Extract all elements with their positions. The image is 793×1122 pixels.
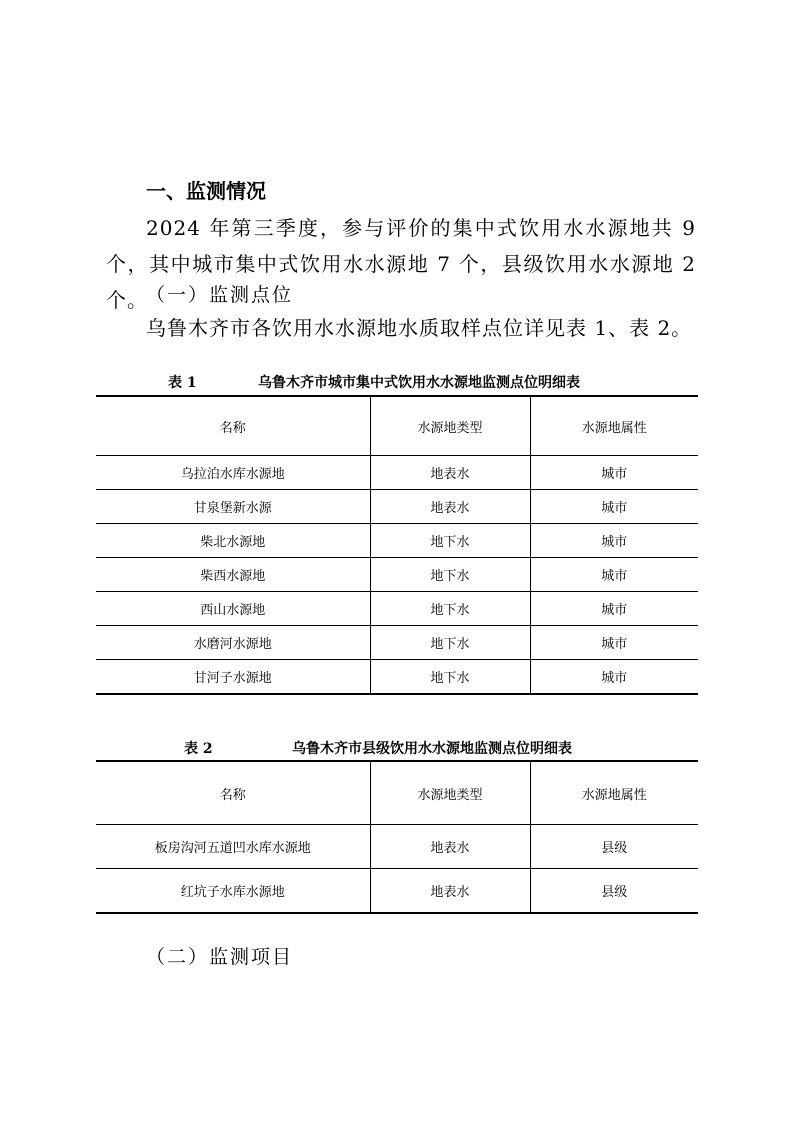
table1-title: 乌鲁木齐市城市集中式饮用水水源地监测点位明细表 bbox=[258, 375, 580, 391]
table-cell: 红坑子水库水源地 bbox=[96, 869, 370, 914]
table2 bbox=[96, 760, 698, 914]
table-cell: 地表水 bbox=[370, 456, 530, 490]
table-cell: 甘泉堡新水源 bbox=[96, 490, 370, 524]
subsection-title-monitoring-items: （二）监测项目 bbox=[146, 946, 294, 968]
table-row bbox=[96, 592, 698, 626]
column-header-attribute: 水源地属性 bbox=[530, 396, 698, 456]
table-cell: 地下水 bbox=[370, 524, 530, 558]
table1-number: 表 1 bbox=[168, 375, 197, 391]
table-row bbox=[96, 524, 698, 558]
table-cell: 城市 bbox=[530, 592, 698, 626]
table-row bbox=[96, 825, 698, 869]
table-cell: 地下水 bbox=[370, 558, 530, 592]
table-cell: 柴北水源地 bbox=[96, 524, 370, 558]
column-header-attribute: 水源地属性 bbox=[530, 761, 698, 825]
table-cell: 甘河子水源地 bbox=[96, 660, 370, 695]
section-heading: 一、监测情况 bbox=[146, 179, 266, 203]
column-header-type: 水源地类型 bbox=[370, 396, 530, 456]
table-cell: 城市 bbox=[530, 558, 698, 592]
table-cell: 地表水 bbox=[370, 869, 530, 914]
table-cell: 地下水 bbox=[370, 592, 530, 626]
table1 bbox=[96, 395, 698, 695]
table-row bbox=[96, 660, 698, 695]
table2-caption bbox=[96, 738, 698, 760]
table-cell: 城市 bbox=[530, 456, 698, 490]
table-cell: 地下水 bbox=[370, 660, 530, 695]
table-cell: 水磨河水源地 bbox=[96, 626, 370, 660]
table-cell: 城市 bbox=[530, 660, 698, 695]
table-cell: 地表水 bbox=[370, 825, 530, 869]
table-cell: 乌拉泊水库水源地 bbox=[96, 456, 370, 490]
monitoring-points-paragraph: 乌鲁木齐市各饮用水水源地水质取样点位详见表 1、表 2。 bbox=[146, 316, 693, 340]
subsection-title-monitoring-points: （一）监测点位 bbox=[146, 284, 294, 306]
column-header-name: 名称 bbox=[96, 761, 370, 825]
table2-number: 表 2 bbox=[184, 741, 213, 757]
table-cell: 地下水 bbox=[370, 626, 530, 660]
table-cell: 县级 bbox=[530, 825, 698, 869]
table-cell: 地表水 bbox=[370, 490, 530, 524]
table-cell: 城市 bbox=[530, 490, 698, 524]
table-header-row bbox=[96, 761, 698, 825]
column-header-name: 名称 bbox=[96, 396, 370, 456]
table-row bbox=[96, 490, 698, 524]
table-cell: 城市 bbox=[530, 626, 698, 660]
table-row bbox=[96, 558, 698, 592]
table-cell: 县级 bbox=[530, 869, 698, 914]
column-header-type: 水源地类型 bbox=[370, 761, 530, 825]
table2-title: 乌鲁木齐市县级饮用水水源地监测点位明细表 bbox=[292, 741, 572, 757]
table1-caption bbox=[96, 372, 698, 394]
table-cell: 柴西水源地 bbox=[96, 558, 370, 592]
table-cell: 西山水源地 bbox=[96, 592, 370, 626]
intro-paragraph: 2024 年第三季度，参与评价的集中式饮用水水源地共 9 个，其中城市集中式饮用水水源地 7 个，县级饮用水水源地 2 个。 bbox=[106, 216, 696, 312]
table-header-row bbox=[96, 396, 698, 456]
table-row bbox=[96, 869, 698, 914]
table-row bbox=[96, 456, 698, 490]
table-row bbox=[96, 626, 698, 660]
table-cell: 城市 bbox=[530, 524, 698, 558]
table-cell: 板房沟河五道凹水库水源地 bbox=[96, 825, 370, 869]
